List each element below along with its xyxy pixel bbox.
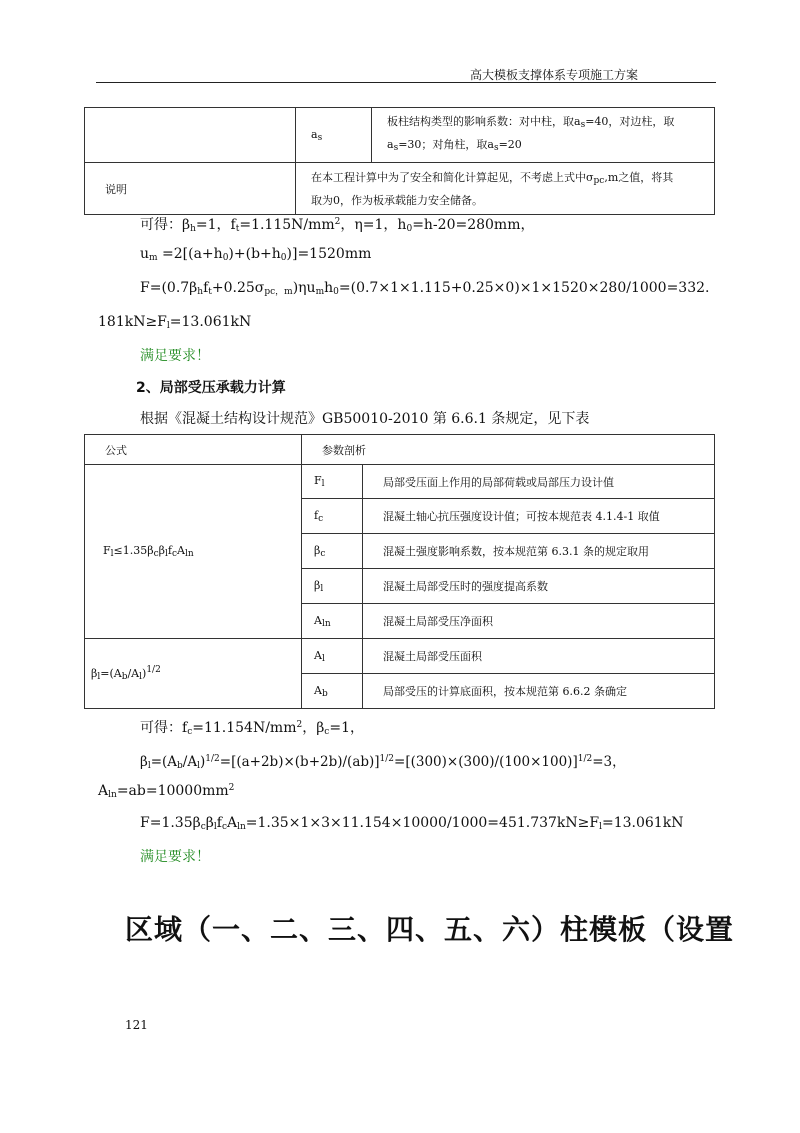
- punching-table: [84, 107, 715, 215]
- calc1-ok: 满足要求！: [140, 348, 210, 364]
- sym-betal: $\beta_l$: [302, 569, 363, 604]
- page-header: [96, 66, 716, 83]
- sym-Ab: $A_b$: [302, 674, 363, 709]
- desc-betal: 混凝土局部受压时的强度提高系数: [363, 569, 715, 604]
- calc1-line4: $181kN\ge F_l=13.061kN$: [98, 314, 252, 331]
- param-symbol: $a_s$: [296, 108, 372, 163]
- head-formula: 公式: [85, 435, 302, 465]
- param-description: 板柱结构类型的影响系数：对中柱，取$a_s=40$，对边柱，取 $a_s=30$；对角柱，取$a_s=20$: [372, 108, 715, 163]
- desc-Al: 混凝土局部受压面积: [363, 639, 715, 674]
- note-text: 在本工程计算中为了安全和简化计算起见，不考虑上式中$\sigma_{pc},m$之值，将其 取为0，作为板承载能力安全储备。: [296, 163, 715, 215]
- desc-betac: 混凝土强度影响系数，按本规范第 6.3.1 条的规定取用: [363, 534, 715, 569]
- sym-Fl: $F_l$: [302, 465, 363, 499]
- formula-1: $F_l\le 1.35\beta_c\beta_lf_cA_{ln}$: [85, 465, 302, 639]
- sym-Al: $A_l$: [302, 639, 363, 674]
- desc-Ab: 局部受压的计算底面积，按本规范第 6.6.2 条确定: [363, 674, 715, 709]
- sym-betac: $\beta_c$: [302, 534, 363, 569]
- calc2-line4: $F=1.35\beta_c\beta_lf_cA_{ln}=1.35\times 1\times 3\times 11.154\times 10000/1000=451.737kN\ge F_l=13.061kN$: [140, 815, 684, 832]
- calc2-line2: $\beta_l=(A_b/A_l)^{1/2}=[(a+2b)\times(b+2b)/(ab)]^{1/2}=[(300)\times(300)/(100\times 100)]^{1/2}=3$，: [140, 754, 626, 771]
- calc1-line2: $u_m =2[(a+h_0)+(b+h_0)]=1520mm$: [140, 246, 372, 263]
- desc-fc: 混凝土轴心抗压强度设计值；可按本规范表 4.1.4-1 取值: [363, 499, 715, 534]
- calc1-line3: $F=(0.7\beta_hf_t+0.25\sigma_{pc,m})\eta u_mh_0=(0.7\times 1\times 1.115+0.25\times 0)\times 1\times 1520\times 280/1000=332$.: [140, 280, 710, 297]
- section2-title: 2、局部受压承载力计算: [136, 380, 286, 396]
- desc-Fl: 局部受压面上作用的局部荷载或局部压力设计值: [363, 465, 715, 499]
- local-compression-table: [84, 434, 715, 709]
- sym-Aln: $A_{ln}$: [302, 604, 363, 639]
- page-number: 121: [125, 1018, 148, 1032]
- section2-intro: 根据《混凝土结构设计规范》GB50010-2010 第 6.6.1 条规定，见下表: [140, 411, 590, 427]
- calc1-line1: 可得：$\beta_h=1$，$f_t=1.115N/mm^2$，η=1，$h_0=h-20=280mm$，: [140, 217, 535, 234]
- calc2-line3: $A_{ln}=ab=10000mm^2$: [98, 783, 235, 800]
- sym-fc: $f_c$: [302, 499, 363, 534]
- calc2-line1: 可得：$f_c=11.154N/mm^2$，$\beta_c=1$，: [140, 720, 364, 737]
- note-label: 说明: [85, 163, 296, 215]
- calc2-ok: 满足要求！: [140, 849, 210, 865]
- section-heading: 区域（一、二、三、四、五、六）柱模板（设置: [125, 913, 735, 946]
- formula-2: $\beta_l=(A_b/A_l)^{1/2}$: [85, 639, 302, 709]
- empty-cell: [85, 108, 296, 163]
- desc-Aln: 混凝土局部受压净面积: [363, 604, 715, 639]
- head-params: 参数剖析: [302, 435, 715, 465]
- header-title: 高大模板支撑体系专项施工方案: [469, 68, 638, 82]
